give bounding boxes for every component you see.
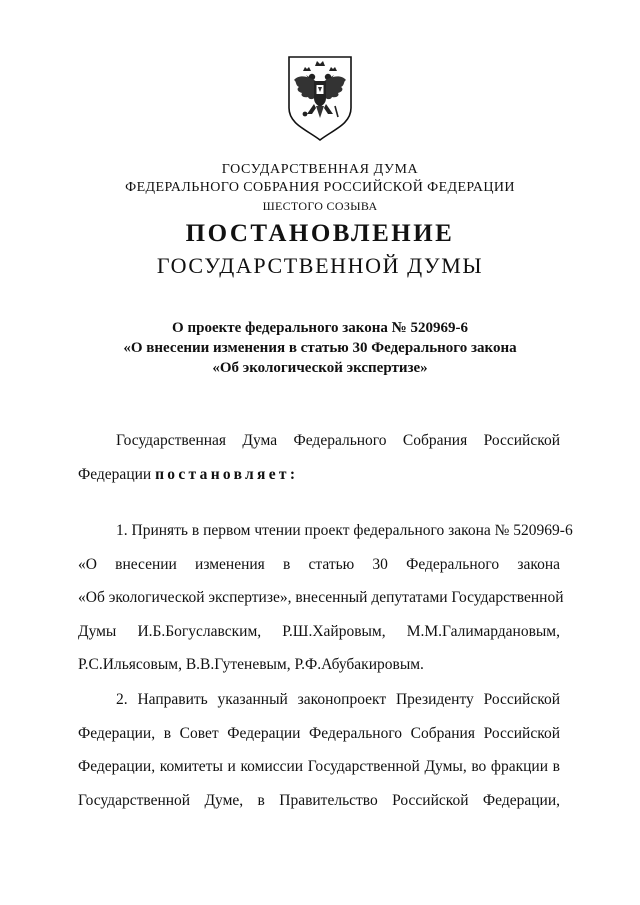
- subject-line-2: «О внесении изменения в статью 30 Федерального закона: [123, 340, 517, 356]
- resolves-word: постановляет:: [155, 465, 299, 483]
- p2-line-2: Федерации, в Совет Федерации Федерального Собрания Российской: [78, 724, 560, 742]
- subject-line-1: О проекте федерального закона № 520969-6: [172, 320, 468, 336]
- subject-line-3: «Об экологической экспертизе»: [212, 360, 428, 376]
- p1-line-3: «Об экологической экспертизе», внесенный депутатами Государственной: [78, 589, 564, 607]
- p1-line-5: Р.С.Ильясовым, В.В.Гутеневым, Р.Ф.Абубакировым.: [78, 656, 424, 674]
- state-emblem-icon: [285, 54, 355, 142]
- resolution-subject: [0, 318, 640, 378]
- intro-line-2: [78, 458, 560, 492]
- paragraph-1: [78, 514, 573, 682]
- p1-line-2: «О внесении изменения в статью 30 Федерального закона: [78, 555, 560, 573]
- intro-federation-word: Федерации: [78, 465, 156, 483]
- intro-line-1: Государственная Дума Федерального Собрания Российской: [116, 432, 560, 449]
- p2-line-3: Федерации, комитеты и комиссии Государственной Думы, во фракции в: [78, 758, 560, 776]
- org-line-convocation: ШЕСТОГО СОЗЫВА: [262, 199, 378, 213]
- p1-line-1: 1. Принять в первом чтении проект федерального закона № 520969-6: [116, 522, 573, 539]
- document-type-title: ПОСТАНОВЛЕНИЕ: [185, 220, 455, 247]
- paragraph-2: [78, 683, 560, 817]
- org-line-federal-assembly: ФЕДЕРАЛЬНОГО СОБРАНИЯ РОССИЙСКОЙ ФЕДЕРАЦИИ: [125, 180, 515, 195]
- p2-line-1: 2. Направить указанный законопроект Президенту Российской: [116, 691, 560, 708]
- issuing-organization: [0, 161, 640, 215]
- intro-paragraph: [78, 424, 560, 491]
- document-issuer-subtitle: ГОСУДАРСТВЕННОЙ ДУМЫ: [156, 253, 484, 278]
- p1-line-4: Думы И.Б.Богуславским, Р.Ш.Хайровым, М.М.Галимардановым,: [78, 622, 560, 640]
- org-line-state-duma: ГОСУДАРСТВЕННАЯ ДУМА: [221, 162, 419, 177]
- p2-line-4: Государственной Думе, в Правительство Российской Федерации,: [78, 791, 560, 809]
